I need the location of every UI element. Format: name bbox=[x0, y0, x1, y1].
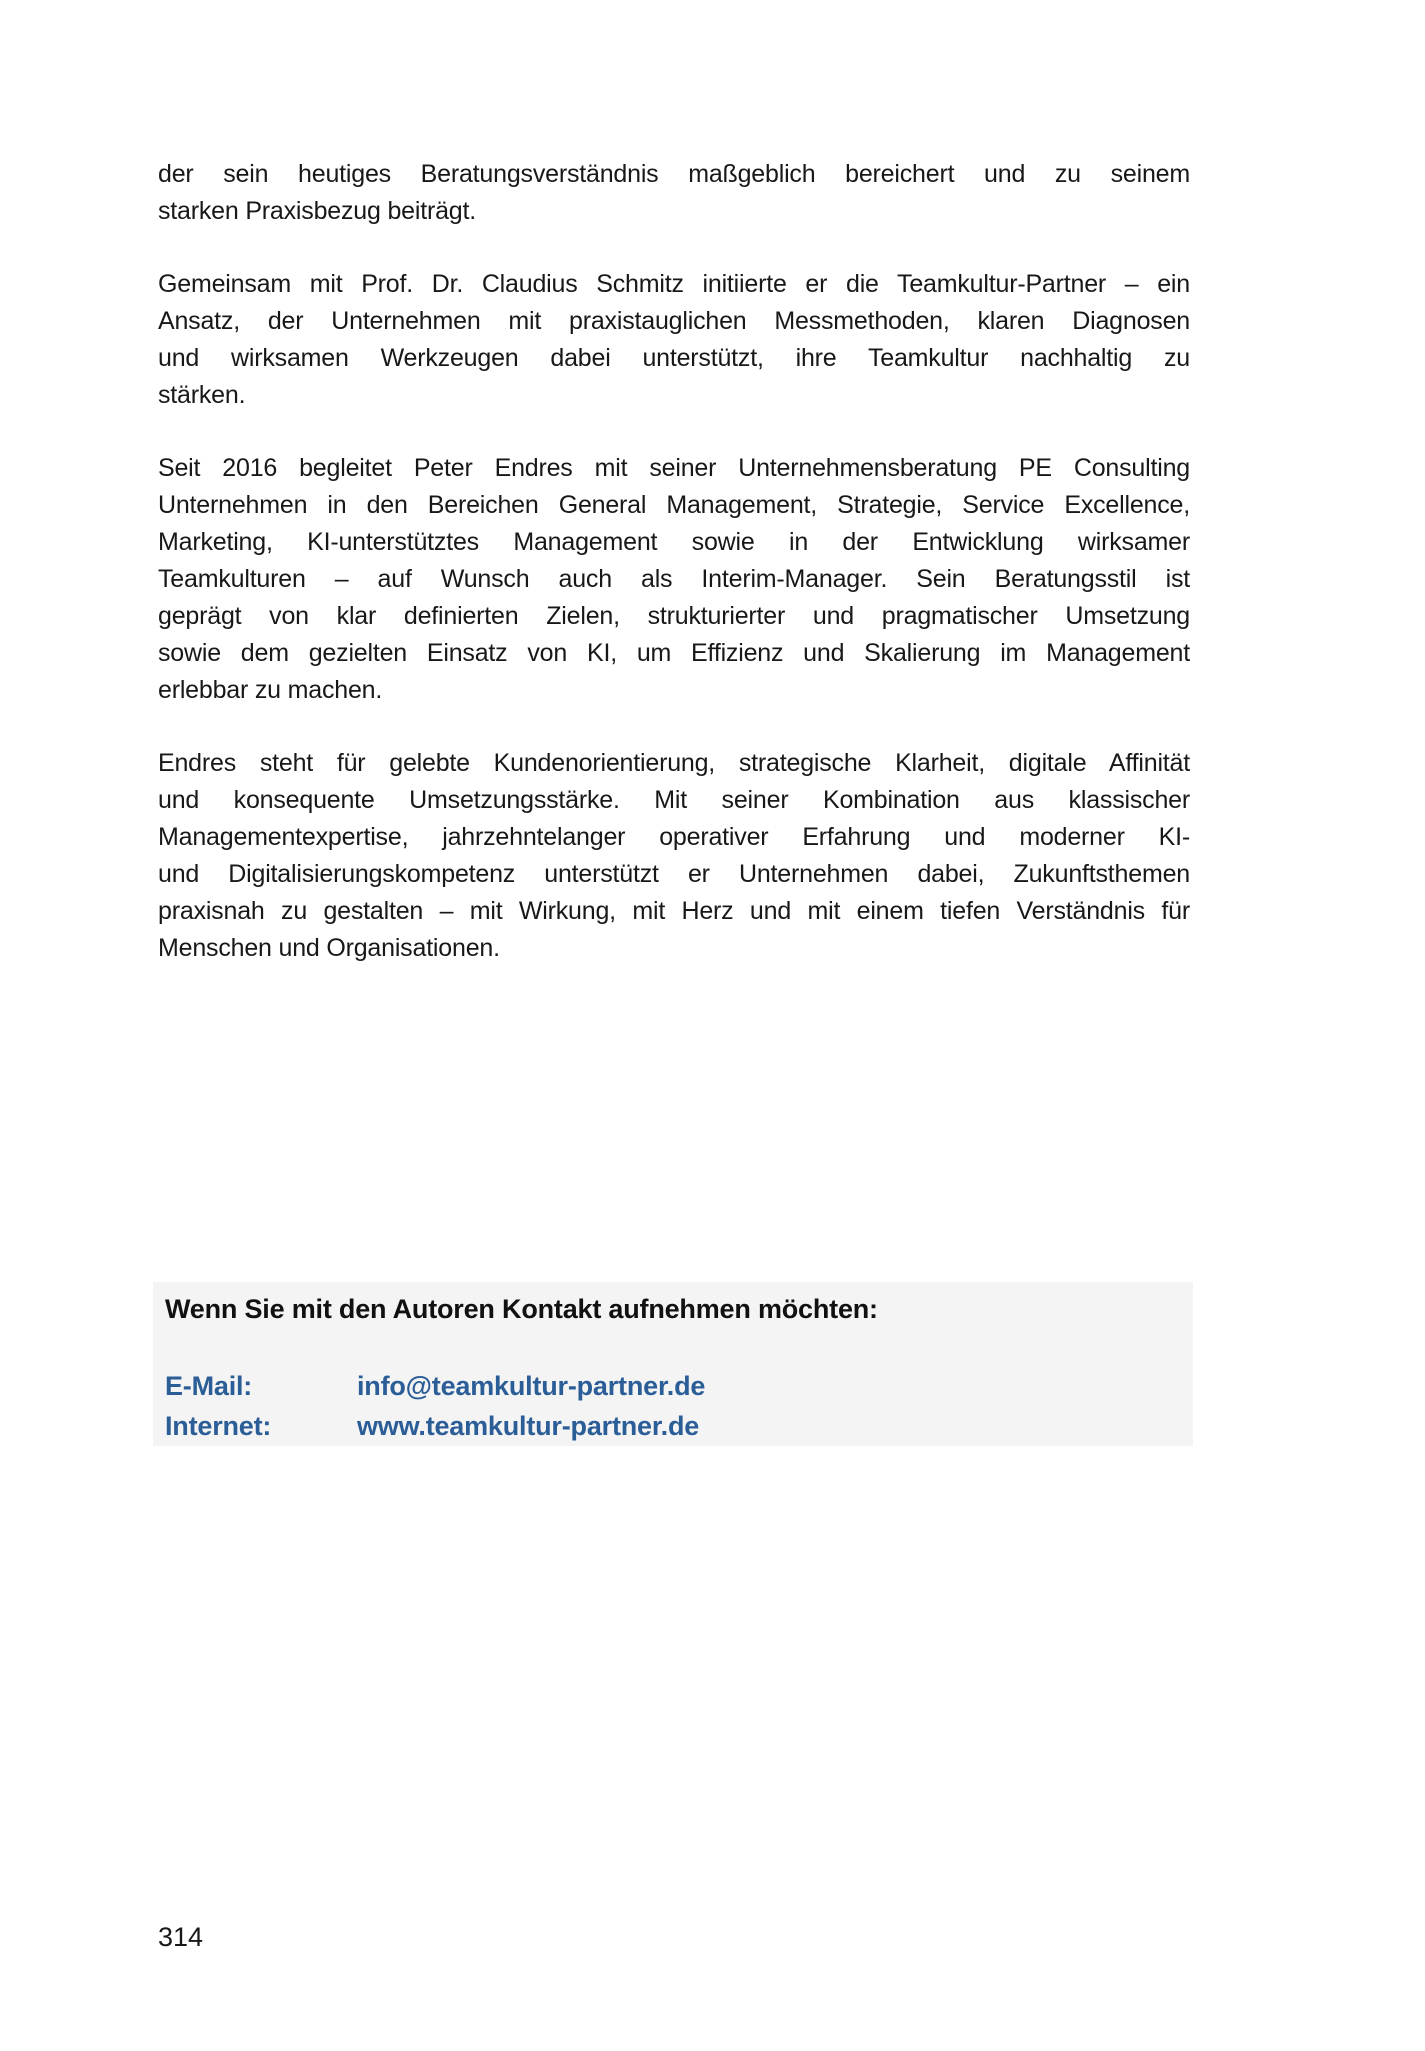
contact-row-internet bbox=[165, 1406, 1181, 1446]
contact-rows bbox=[165, 1366, 1181, 1446]
text-line: Unternehmen in den Bereichen General Management, Strategie, Service Excellence, bbox=[158, 491, 1190, 519]
text-line: Managementexpertise, jahrzehntelanger operativer Erfahrung und moderner KI- bbox=[158, 823, 1190, 851]
internet-label: Internet: bbox=[165, 1411, 272, 1441]
body-paragraph bbox=[158, 745, 1190, 967]
email-link[interactable]: info@teamkultur-partner.de bbox=[357, 1371, 706, 1401]
text-line: stärken. bbox=[158, 381, 246, 409]
text-line: Teamkulturen – auf Wunsch auch als Interim-Manager. Sein Beratungsstil ist bbox=[158, 565, 1190, 593]
body-paragraph bbox=[158, 156, 1190, 230]
body-paragraph bbox=[158, 450, 1190, 709]
body-text bbox=[158, 156, 1190, 967]
text-line: starken Praxisbezug beiträgt. bbox=[158, 197, 476, 225]
text-line: und Digitalisierungskompetenz unterstützt er Unternehmen dabei, Zukunftsthemen bbox=[158, 860, 1190, 888]
text-line: Menschen und Organisationen. bbox=[158, 934, 500, 962]
contact-heading: Wenn Sie mit den Autoren Kontakt aufnehmen möchten: bbox=[165, 1294, 878, 1324]
text-line: Ansatz, der Unternehmen mit praxistauglichen Messmethoden, klaren Diagnosen bbox=[158, 307, 1190, 335]
contact-row-email bbox=[165, 1366, 1181, 1406]
text-line: sowie dem gezielten Einsatz von KI, um Effizienz und Skalierung im Management bbox=[158, 639, 1190, 667]
website-link[interactable]: www.teamkultur-partner.de bbox=[357, 1411, 700, 1441]
text-line: Gemeinsam mit Prof. Dr. Claudius Schmitz initiierte er die Teamkultur-Partner – ein bbox=[158, 270, 1190, 298]
text-line: geprägt von klar definierten Zielen, strukturierter und pragmatischer Umsetzung bbox=[158, 602, 1190, 630]
page-number: 314 bbox=[158, 1922, 204, 1952]
contact-box bbox=[153, 1282, 1193, 1446]
text-line: und wirksamen Werkzeugen dabei unterstützt, ihre Teamkultur nachhaltig zu bbox=[158, 344, 1190, 372]
text-line: der sein heutiges Beratungsverständnis maßgeblich bereichert und zu seinem bbox=[158, 160, 1190, 188]
text-line: praxisnah zu gestalten – mit Wirkung, mit Herz und mit einem tiefen Verständnis für bbox=[158, 897, 1190, 925]
text-line: Seit 2016 begleitet Peter Endres mit seiner Unternehmensberatung PE Consulting bbox=[158, 454, 1190, 482]
text-line: und konsequente Umsetzungsstärke. Mit seiner Kombination aus klassischer bbox=[158, 786, 1190, 814]
body-paragraph bbox=[158, 266, 1190, 414]
text-line: erlebbar zu machen. bbox=[158, 676, 383, 704]
email-label: E-Mail: bbox=[165, 1371, 253, 1401]
text-line: Endres steht für gelebte Kundenorientierung, strategische Klarheit, digitale Affinität bbox=[158, 749, 1190, 777]
text-line: Marketing, KI-unterstütztes Management sowie in der Entwicklung wirksamer bbox=[158, 528, 1190, 556]
